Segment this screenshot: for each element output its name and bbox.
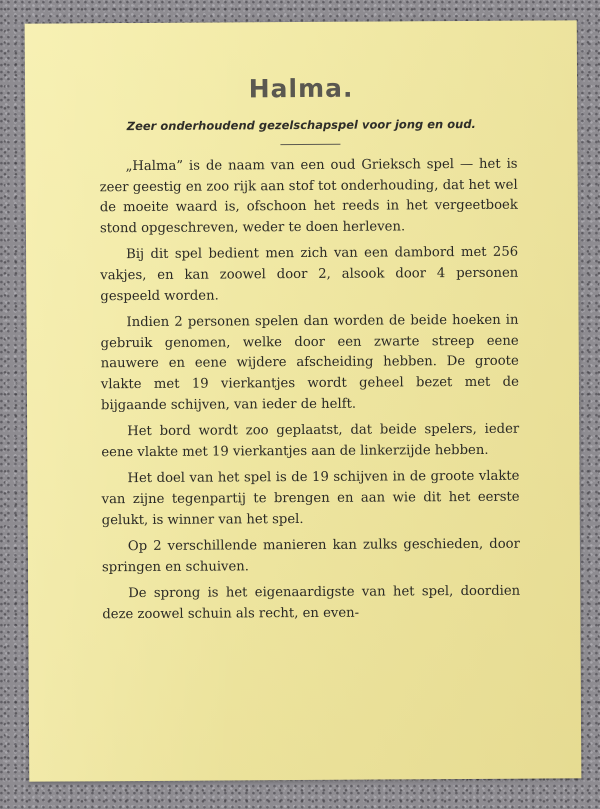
paragraph: De sprong is het eigenaardigste van het spel, doordien deze zoowel schuin als recht, en even-	[102, 583, 521, 623]
document-title: Halma.	[248, 73, 354, 104]
paragraph: Bij dit spel bedient men zich van een dambord met 256 vakjes, en kan zoowel door 2, alsook door 4 personen gespeeld worden.	[100, 245, 519, 304]
document-body	[100, 155, 521, 632]
paragraph: Indien 2 personen spelen dan worden de beide hoeken in gebruik genomen, welke door een zwarte streep eene nauwere en eene wijdere afscheiding hebben. De groote vlakte met 19 vierkantjes wordt geheel bezet met de bijgaande schijven, van ieder de helft.	[100, 312, 519, 413]
paragraph: Het bord wordt zoo geplaatst, dat beide spelers, ieder eene vlakte met 19 vierkantjes aan de linkerzijde hebben.	[101, 421, 520, 460]
paragraph: Het doel van het spel is de 19 schijven in de groote vlakte van zijne tegenpartij te brengen en aan wie dit het eerste gelukt, is winner van het spel.	[101, 468, 520, 528]
document-subtitle: Zeer onderhoudend gezelschapspel voor jong en oud.	[126, 116, 476, 134]
title-divider	[280, 144, 340, 145]
paragraph: „Halma” is de naam van een oud Grieksch spel — het is zeer geestig en zoo rijk aan stof tot onderhouding, dat het wel de moeite waard is, ofschoon het reeds in het vergeetboek stond opgeschreven, weder te doen herleven.	[99, 156, 518, 237]
paragraph: Op 2 verschillende manieren kan zulks geschieden, door springen en schuiven.	[101, 536, 520, 575]
paper-sheet	[25, 20, 582, 781]
